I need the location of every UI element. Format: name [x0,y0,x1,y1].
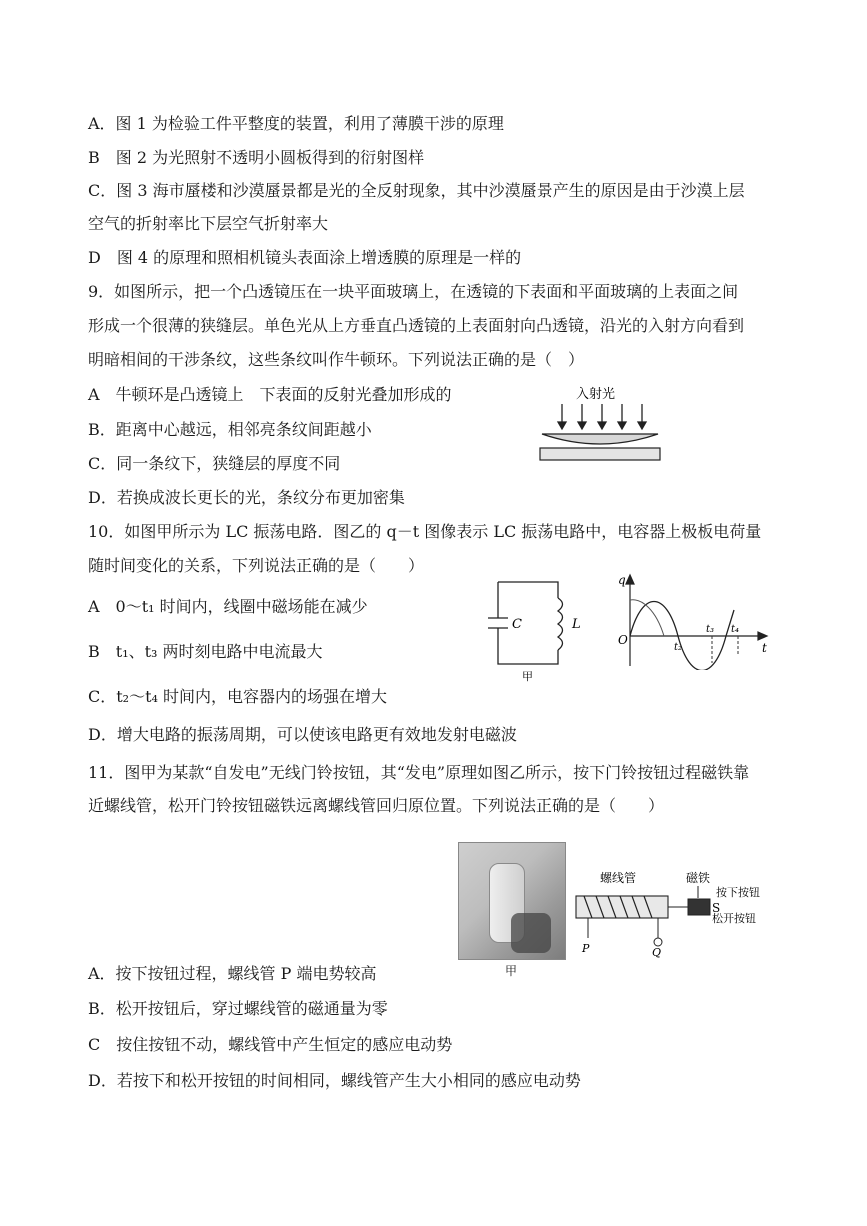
q11-option-b: B．松开按钮后，穿过螺线管的磁通量为零 [88,999,388,1018]
q9-option-a: A 牛顿环是凸透镜上 下表面的反射光叠加形成的 [88,385,452,404]
magnet-label: 磁铁 [686,871,711,885]
q10-stem-line1: 10．如图甲所示为 LC 振荡电路．图乙的 q－t 图像表示 LC 振荡电路中，电容器上极板电荷量 [88,522,762,541]
newton-rings-figure [530,382,670,472]
q8-option-c-line2: 空气的折射率比下层空气折射率大 [88,214,329,233]
release-button-label: 松开按钮 [712,912,756,925]
q9-option-d: D．若换成波长更长的光，条纹分布更加密集 [88,488,405,507]
lc-circuit-diagram [478,576,588,684]
t3-label: t₃ [706,624,715,635]
origin-label: O [618,633,628,647]
q8-option-c-line1: C．图 3 海市蜃楼和沙漠蜃景都是光的全反射现象，其中沙漠蜃景产生的原因是由于沙漠上层 [88,181,745,200]
incident-light-label: 入射光 [576,387,616,402]
q8-option-b: B 图 2 为光照射不透明小圆板得到的衍射图样 [88,148,425,167]
q10-option-d: D．增大电路的振荡周期，可以使该电路更有效地发射电磁波 [88,725,517,744]
inductor-coil [558,598,563,650]
q11-option-a: A．按下按钮过程，螺线管 P 端电势较高 [88,964,377,983]
lc-circuit-figure [478,576,588,688]
press-button-label: 按下按钮 [716,886,760,899]
photo-shadow [511,913,551,953]
q8-option-a: A．图 1 为检验工件平整度的装置，利用了薄膜干涉的原理 [88,114,504,133]
terminal-q [654,938,662,946]
photo-caption-jia: 甲 [505,964,518,978]
solenoid-diagram [570,866,770,958]
capacitor-label: C [512,617,522,632]
q9-stem-line1: 9．如图所示，把一个凸透镜压在一块平面玻璃上，在透镜的下表面和平面玻璃的上表面之间 [88,282,739,301]
q9-option-c: C．同一条纹下，狭缝层的厚度不同 [88,454,341,473]
doorbell-photo [458,842,566,960]
reference-curve [630,600,664,636]
t2-label: t₂ [674,642,683,653]
magnet-block [688,899,710,915]
q9-stem-line2: 形成一个很薄的狭缝层。单色光从上方垂直凸透镜的上表面射向凸透镜，沿光的入射方向看到 [88,316,745,335]
t-axis-label: t [762,641,767,655]
newton-rings-diagram [530,382,670,468]
q10-option-b: B t₁、t₃ 两时刻电路中电流最大 [88,642,323,661]
q-t-graph-figure [612,570,772,674]
incident-arrows [558,404,646,429]
terminal-q-label: Q [652,946,662,958]
q11-option-c: C 按住按钮不动，螺线管中产生恒定的感应电动势 [88,1035,453,1054]
q11-stem-line1: 11．图甲为某款“自发电”无线门铃按钮，其“发电”原理如图乙所示，按下门铃按钮过程磁铁靠 [88,763,750,782]
q11-option-d: D．若按下和松开按钮的时间相同，螺线管产生大小相同的感应电动势 [88,1071,581,1090]
figure-jia-label: 甲 [522,670,533,683]
q10-option-a: A 0～t₁ 时间内，线圈中磁场能在减少 [88,597,368,616]
q-t-graph [612,570,772,670]
glass-plate [540,448,660,460]
q9-option-b: B．距离中心越远，相邻亮条纹间距越小 [88,420,372,439]
q10-option-c: C．t₂～t₄ 时间内，电容器内的场强在增大 [88,687,388,706]
q10-stem-line2: 随时间变化的关系，下列说法正确的是（ ） [88,556,425,575]
coil-label: 螺线管 [600,871,637,885]
t4-label: t₄ [731,624,740,635]
magnet-pole-s: S [712,901,721,915]
inductor-label: L [572,617,581,632]
q8-option-d: D 图 4 的原理和照相机镜头表面涂上增透膜的原理是一样的 [88,248,522,267]
q-axis-label: q [618,573,626,587]
q9-stem-line3: 明暗相间的干涉条纹，这些条纹叫作牛顿环。下列说法正确的是（ ） [88,350,585,369]
q11-stem-line2: 近螺线管，松开门铃按钮磁铁远离螺线管回归原位置。下列说法正确的是（ ） [88,796,665,815]
solenoid-figure [570,866,770,962]
convex-lens [542,434,658,444]
solenoid-core [576,896,668,918]
terminal-p-label: P [582,942,590,955]
